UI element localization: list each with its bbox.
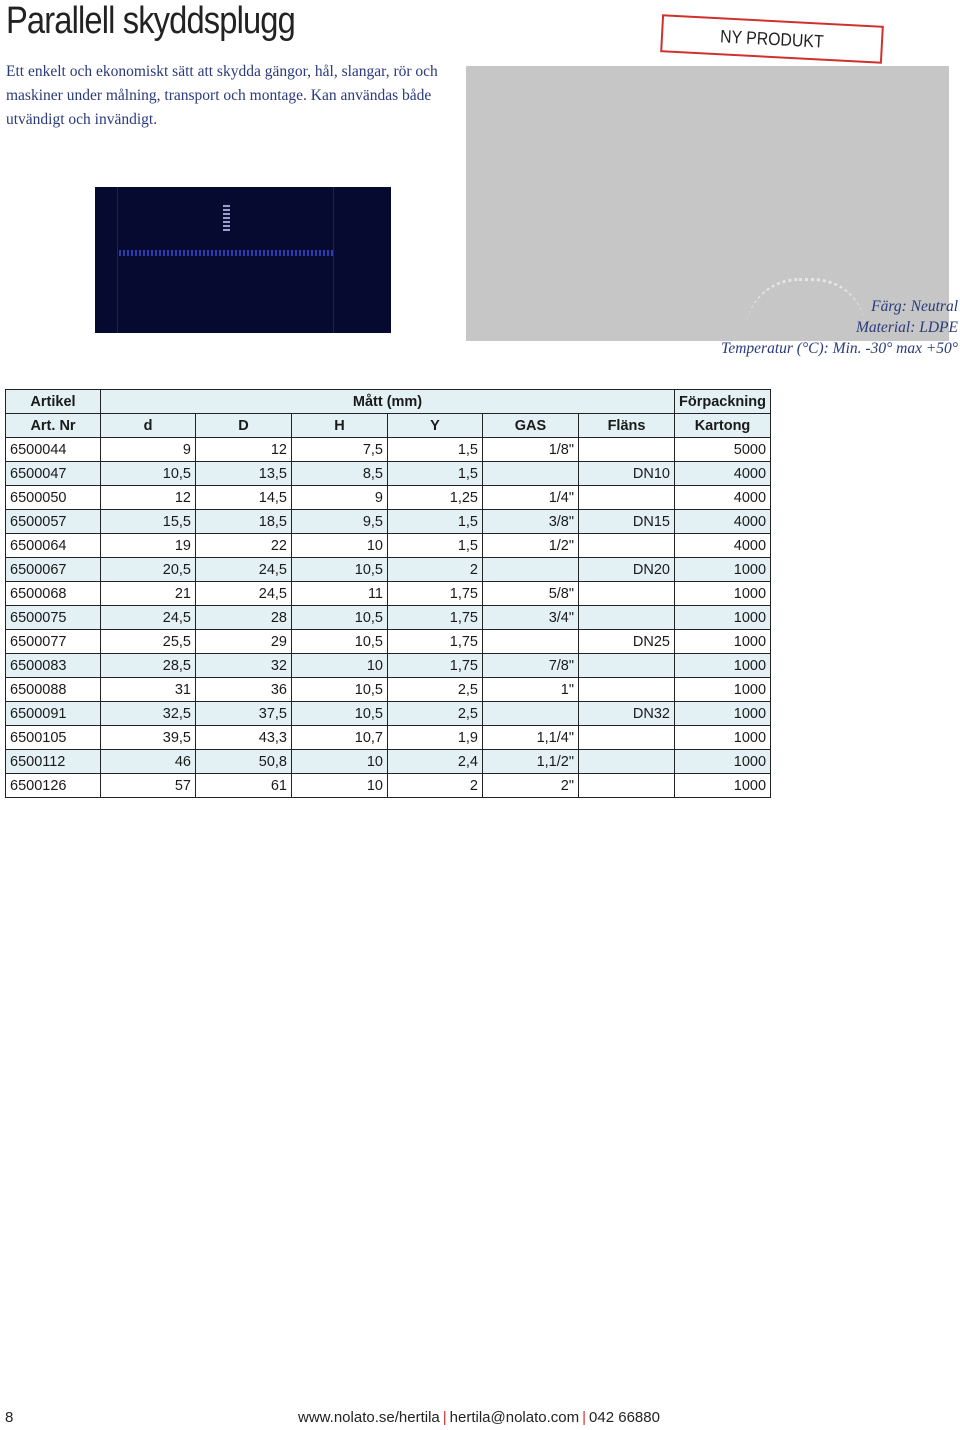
footer-email-link[interactable]: hertila@nolato.com: [449, 1409, 580, 1426]
table-row: [6, 726, 771, 750]
cell-kartong: 1000: [675, 678, 771, 702]
cell-y: 2,4: [388, 750, 483, 774]
table-row: [6, 702, 771, 726]
cell-gas: 1,1/2": [483, 750, 579, 774]
cell-gas: [483, 558, 579, 582]
cell-kartong: 4000: [675, 534, 771, 558]
cell-y: 1,5: [388, 510, 483, 534]
column-header-d-inner: d: [101, 414, 196, 438]
cell-h: 10: [292, 654, 388, 678]
table-column-header-row: [6, 414, 771, 438]
cell-d-inner: 9: [101, 438, 196, 462]
cell-gas: [483, 630, 579, 654]
spec-material: Material: LDPE: [855, 319, 958, 336]
cell-kartong: 1000: [675, 702, 771, 726]
cell-art-nr: 6500057: [6, 510, 101, 534]
new-product-badge-label: NY PRODUKT: [719, 25, 825, 52]
cell-d-inner: 15,5: [101, 510, 196, 534]
cell-h: 8,5: [292, 462, 388, 486]
new-product-badge: [660, 14, 884, 64]
cell-art-nr: 6500077: [6, 630, 101, 654]
cell-h: 10,5: [292, 678, 388, 702]
cell-d-inner: 19: [101, 534, 196, 558]
cell-h: 10,5: [292, 702, 388, 726]
table-row: [6, 558, 771, 582]
cell-h: 10,5: [292, 606, 388, 630]
cell-h: 10: [292, 750, 388, 774]
product-specs: [721, 296, 958, 359]
cell-kartong: 4000: [675, 486, 771, 510]
cell-gas: 1/4": [483, 486, 579, 510]
cell-d-outer: 61: [196, 774, 292, 798]
cell-h: 9: [292, 486, 388, 510]
column-header-h: H: [292, 414, 388, 438]
cell-h: 10: [292, 534, 388, 558]
cell-y: 1,5: [388, 462, 483, 486]
cell-flans: [579, 774, 675, 798]
cell-flans: DN15: [579, 510, 675, 534]
cell-flans: [579, 582, 675, 606]
cell-d-inner: 32,5: [101, 702, 196, 726]
intro-text: Ett enkelt och ekonomiskt sätt att skydda gängor, hål, slangar, rör och maskiner under målning, transport och montage. Kan användas både utvändigt och invändigt.: [6, 63, 438, 128]
cell-d-inner: 25,5: [101, 630, 196, 654]
cell-d-inner: 24,5: [101, 606, 196, 630]
cell-art-nr: 6500064: [6, 534, 101, 558]
table-row: [6, 654, 771, 678]
table-row: [6, 510, 771, 534]
column-header-art-nr: Art. Nr: [6, 414, 101, 438]
table-row: [6, 534, 771, 558]
cell-y: 1,5: [388, 534, 483, 558]
cell-h: 10: [292, 774, 388, 798]
cell-y: 2: [388, 774, 483, 798]
cell-d-outer: 14,5: [196, 486, 292, 510]
plug-edge-left: [117, 187, 118, 333]
cell-flans: DN10: [579, 462, 675, 486]
cell-y: 1,75: [388, 630, 483, 654]
cell-d-outer: 43,3: [196, 726, 292, 750]
table-row: [6, 774, 771, 798]
cell-d-outer: 24,5: [196, 582, 292, 606]
cell-d-outer: 50,8: [196, 750, 292, 774]
group-header-forpackning: Förpackning: [675, 390, 771, 414]
cell-gas: 5/8": [483, 582, 579, 606]
cell-kartong: 1000: [675, 750, 771, 774]
cell-y: 2: [388, 558, 483, 582]
plug-dimension-marker: [223, 203, 230, 231]
cell-kartong: 1000: [675, 726, 771, 750]
table-row: [6, 438, 771, 462]
table-group-header-row: [6, 390, 771, 414]
cell-kartong: 1000: [675, 774, 771, 798]
cell-d-outer: 37,5: [196, 702, 292, 726]
cell-d-inner: 21: [101, 582, 196, 606]
cell-kartong: 1000: [675, 558, 771, 582]
table-row: [6, 678, 771, 702]
cell-y: 1,25: [388, 486, 483, 510]
cell-y: 2,5: [388, 678, 483, 702]
cell-kartong: 1000: [675, 582, 771, 606]
table-row: [6, 462, 771, 486]
cell-art-nr: 6500112: [6, 750, 101, 774]
table-row: [6, 606, 771, 630]
cell-h: 10,5: [292, 630, 388, 654]
table-row: [6, 486, 771, 510]
cell-d-inner: 39,5: [101, 726, 196, 750]
plug-thread-line: [119, 250, 333, 256]
cell-flans: DN20: [579, 558, 675, 582]
table-row: [6, 630, 771, 654]
cell-kartong: 4000: [675, 510, 771, 534]
group-header-artikel: Artikel: [6, 390, 101, 414]
cell-d-outer: 24,5: [196, 558, 292, 582]
cell-art-nr: 6500091: [6, 702, 101, 726]
cell-d-inner: 31: [101, 678, 196, 702]
footer-separator: |: [442, 1409, 447, 1426]
table-body: [6, 438, 771, 798]
cell-h: 10,5: [292, 558, 388, 582]
cell-y: 1,75: [388, 582, 483, 606]
cell-d-inner: 28,5: [101, 654, 196, 678]
column-header-gas: GAS: [483, 414, 579, 438]
cell-d-outer: 36: [196, 678, 292, 702]
column-header-kartong: Kartong: [675, 414, 771, 438]
cell-gas: 3/4": [483, 606, 579, 630]
cell-art-nr: 6500088: [6, 678, 101, 702]
cell-d-inner: 57: [101, 774, 196, 798]
cell-gas: 7/8": [483, 654, 579, 678]
cell-kartong: 4000: [675, 462, 771, 486]
cell-flans: [579, 678, 675, 702]
cell-d-outer: 28: [196, 606, 292, 630]
column-header-y: Y: [388, 414, 483, 438]
cell-d-outer: 32: [196, 654, 292, 678]
cell-art-nr: 6500083: [6, 654, 101, 678]
cell-art-nr: 6500126: [6, 774, 101, 798]
cell-art-nr: 6500067: [6, 558, 101, 582]
cell-art-nr: 6500105: [6, 726, 101, 750]
footer-website-link[interactable]: www.nolato.se/hertila: [298, 1409, 440, 1426]
cell-flans: [579, 750, 675, 774]
cell-d-inner: 12: [101, 486, 196, 510]
cell-kartong: 1000: [675, 606, 771, 630]
cell-gas: [483, 702, 579, 726]
cell-flans: [579, 606, 675, 630]
cell-y: 1,75: [388, 606, 483, 630]
cell-art-nr: 6500050: [6, 486, 101, 510]
cell-h: 11: [292, 582, 388, 606]
cell-d-outer: 13,5: [196, 462, 292, 486]
cell-flans: DN25: [579, 630, 675, 654]
cell-h: 7,5: [292, 438, 388, 462]
footer-contact: [298, 1409, 660, 1426]
cell-h: 9,5: [292, 510, 388, 534]
cell-art-nr: 6500047: [6, 462, 101, 486]
cell-h: 10,7: [292, 726, 388, 750]
footer-separator: |: [582, 1409, 587, 1426]
group-header-matt: Mått (mm): [101, 390, 675, 414]
cell-art-nr: 6500068: [6, 582, 101, 606]
cell-gas: 1": [483, 678, 579, 702]
cell-flans: [579, 438, 675, 462]
cell-d-outer: 18,5: [196, 510, 292, 534]
cell-d-outer: 29: [196, 630, 292, 654]
cell-y: 1,5: [388, 438, 483, 462]
spec-temperature: Temperatur (°C): Min. -30° max +50°: [721, 340, 958, 357]
cell-kartong: 1000: [675, 654, 771, 678]
cell-y: 1,75: [388, 654, 483, 678]
cell-d-inner: 20,5: [101, 558, 196, 582]
cell-kartong: 5000: [675, 438, 771, 462]
cell-gas: 2": [483, 774, 579, 798]
table-row: [6, 750, 771, 774]
cell-d-outer: 22: [196, 534, 292, 558]
cell-d-inner: 46: [101, 750, 196, 774]
technical-drawing-image: [95, 187, 391, 333]
cell-y: 1,9: [388, 726, 483, 750]
cell-gas: 1/8": [483, 438, 579, 462]
cell-d-inner: 10,5: [101, 462, 196, 486]
page-title: Parallell skyddsplugg: [6, 0, 295, 42]
spec-color: Färg: Neutral: [871, 298, 958, 315]
column-header-d-outer: D: [196, 414, 292, 438]
cell-flans: DN32: [579, 702, 675, 726]
cell-gas: 1/2": [483, 534, 579, 558]
product-table: [5, 389, 771, 798]
cell-flans: [579, 534, 675, 558]
cell-flans: [579, 726, 675, 750]
cell-flans: [579, 486, 675, 510]
cell-gas: 1,1/4": [483, 726, 579, 750]
cell-art-nr: 6500044: [6, 438, 101, 462]
table-row: [6, 582, 771, 606]
cell-kartong: 1000: [675, 630, 771, 654]
column-header-flans: Fläns: [579, 414, 675, 438]
cell-gas: [483, 462, 579, 486]
cell-y: 2,5: [388, 702, 483, 726]
cell-gas: 3/8": [483, 510, 579, 534]
plug-edge-right: [333, 187, 334, 333]
cell-flans: [579, 654, 675, 678]
cell-art-nr: 6500075: [6, 606, 101, 630]
page-number: 8: [5, 1409, 14, 1426]
cell-d-outer: 12: [196, 438, 292, 462]
footer-phone: 042 66880: [589, 1409, 660, 1426]
